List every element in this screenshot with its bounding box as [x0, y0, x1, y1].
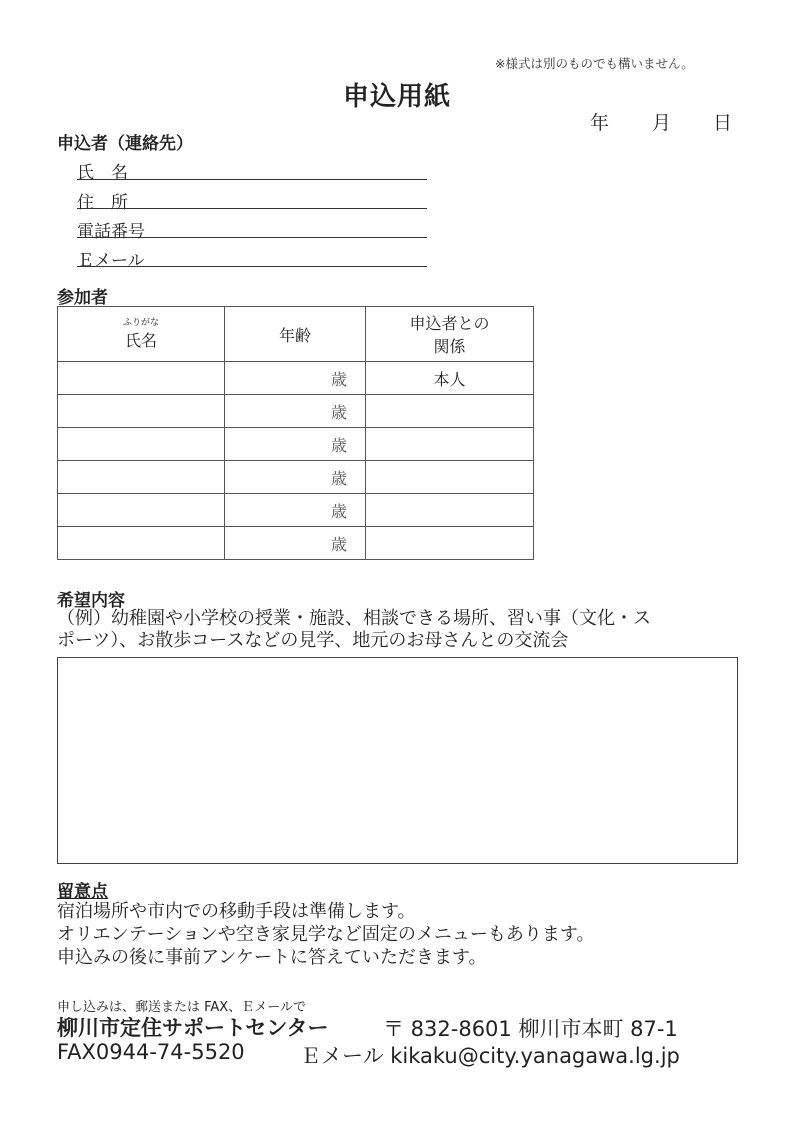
request-example-line1: （例）幼稚園や小学校の授業・施設、相談できる場所、習い事（文化・ス [57, 608, 651, 629]
furigana-label: ふりがな [122, 317, 159, 328]
participant-relation-cell[interactable] [366, 461, 534, 494]
participant-age-cell[interactable]: 歳 [225, 362, 366, 395]
relation-column-header [366, 307, 534, 362]
notes-line3: 申込みの後に事前アンケートに答えていただきます。 [57, 947, 487, 968]
request-example-line2: ポーツ）、お散歩コースなどの見学、地元のお母さんとの交流会 [57, 630, 569, 651]
participant-age-cell[interactable]: 歳 [225, 527, 366, 560]
contact-organization: 柳川市定住サポートセンター [57, 1016, 329, 1040]
participants-heading: 参加者 [57, 288, 108, 308]
contact-email: Ｅメール kikaku@city.yanagawa.lg.jp [300, 1044, 680, 1068]
notes-line1: 宿泊場所や市内での移動手段は準備します。 [57, 901, 416, 922]
request-textarea[interactable] [57, 657, 738, 864]
participant-name-cell[interactable] [58, 395, 225, 428]
age-column-header: 年齢 [225, 307, 366, 362]
relation-header-line1: 申込者との [409, 314, 490, 333]
applicant-heading: 申込者（連絡先） [57, 134, 193, 154]
notes-line2: オリエンテーションや空き家見学など固定のメニューもあります。 [57, 924, 595, 945]
table-row [58, 494, 534, 527]
participant-age-cell[interactable]: 歳 [225, 395, 366, 428]
applicant-address-label: 住 所 [77, 193, 128, 213]
table-row [58, 461, 534, 494]
relation-header-line2: 関係 [433, 337, 466, 356]
table-row [58, 362, 534, 395]
applicant-email-label: Ｅメール [77, 251, 145, 271]
contact-address: 〒 832-8601 柳川市本町 87-1 [383, 1017, 678, 1041]
participant-name-cell[interactable] [58, 494, 225, 527]
participant-name-cell[interactable] [58, 362, 225, 395]
notes-heading: 留意点 [57, 882, 108, 902]
participant-relation-cell[interactable] [366, 428, 534, 461]
date-month-label: 月 [652, 112, 672, 134]
applicant-name-label: 氏 名 [77, 163, 128, 183]
date-year-label: 年 [590, 112, 610, 134]
applicant-name-field[interactable] [77, 179, 427, 180]
participant-name-cell[interactable] [58, 428, 225, 461]
format-note: ※様式は別のものでも構いません。 [495, 56, 694, 71]
applicant-address-field[interactable] [77, 208, 427, 209]
participant-age-cell[interactable]: 歳 [225, 461, 366, 494]
request-heading: 希望内容 [57, 591, 125, 611]
applicant-phone-label: 電話番号 [77, 222, 145, 242]
participant-name-cell[interactable] [58, 461, 225, 494]
name-column-header [58, 307, 225, 362]
contact-fax: FAX0944-74-5520 [57, 1040, 245, 1064]
participant-relation-cell[interactable] [366, 395, 534, 428]
page-title: 申込用紙 [342, 82, 451, 112]
applicant-phone-field[interactable] [77, 237, 427, 238]
contact-intro: 申し込みは、郵送または FAX、Ｅメールで [57, 1000, 306, 1015]
table-row [58, 428, 534, 461]
participants-table [57, 306, 534, 560]
applicant-email-field[interactable] [77, 266, 427, 267]
participant-relation-cell[interactable] [366, 527, 534, 560]
participant-relation-cell[interactable] [366, 494, 534, 527]
table-row [58, 527, 534, 560]
participant-relation-cell[interactable]: 本人 [366, 362, 534, 395]
participant-age-cell[interactable]: 歳 [225, 494, 366, 527]
participant-age-cell[interactable]: 歳 [225, 428, 366, 461]
table-header-row [58, 307, 534, 362]
name-header-label: 氏名 [124, 330, 157, 350]
date-day-label: 日 [713, 112, 733, 134]
table-row [58, 395, 534, 428]
participant-name-cell[interactable] [58, 527, 225, 560]
